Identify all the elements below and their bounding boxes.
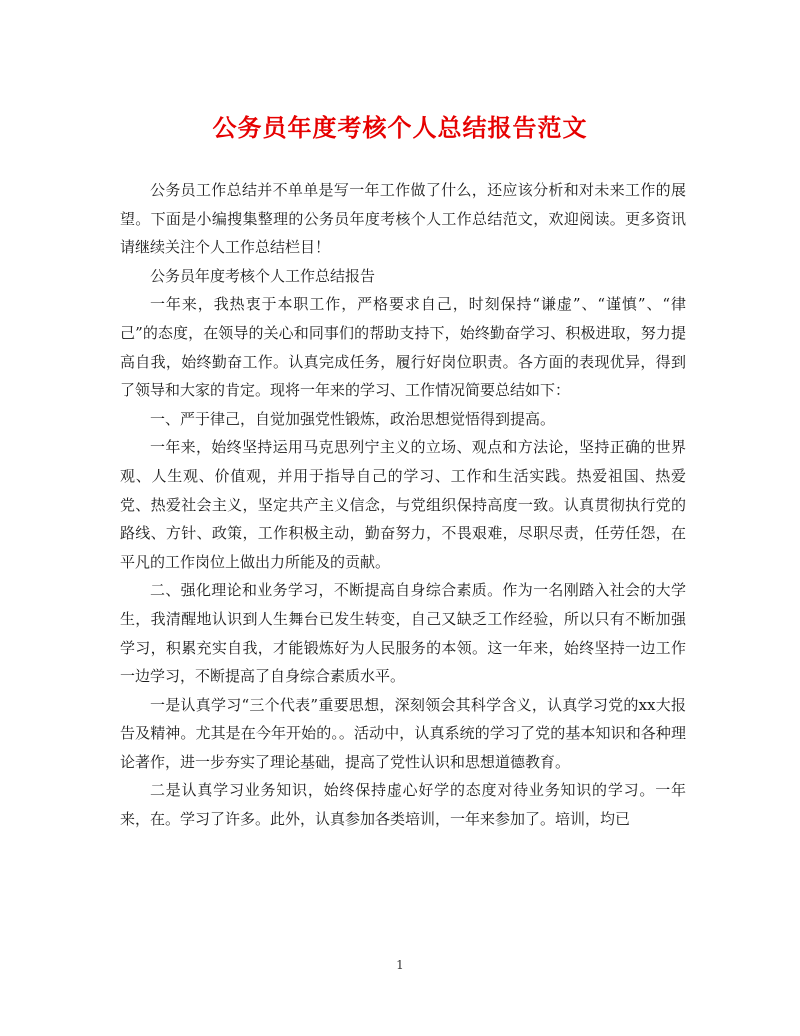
- page-number: 1: [396, 958, 404, 972]
- paragraph-subtitle: 公务员年度考核个人工作总结报告: [150, 266, 376, 285]
- paragraph-intro: 公务员工作总结并不单单是写一年工作做了什么，还应该分析和对未来工作的展望。下面是小编搜集整理的公务员年度考核个人工作总结范文，欢迎阅读。更多资讯请继续关注个人工作总结栏目！: [120, 181, 686, 257]
- paragraph-overview: 一年来，我热衷于本职工作，严格要求自己，时刻保持“谦虚”、“谨慎”、“律己”的态度，在领导的关心和同事们的帮助支持下，始终勤奋学习、积极进取，努力提高自我，始终勤奋工作。认真完成任务，履行好岗位职责。各方面的表现优异，得到了领导和大家的肯定。现将一年来的学习、工作情况简要总结如下：: [120, 295, 686, 400]
- paragraph-section-1: 一年来，始终坚持运用马克思列宁主义的立场、观点和方法论，坚持正确的世界观、人生观、价值观，并用于指导自己的学习、工作和生活实践。热爱祖国、热爱党、热爱社会主义，坚定共产主义信念，与党组织保持高度一致。认真贯彻执行党的路线、方针、政策，工作积极主动，勤奋努力，不畏艰难，尽职尽责，任劳任怨，在平凡的工作岗位上做出力所能及的贡献。: [120, 438, 686, 571]
- paragraph-point-2: 二是认真学习业务知识，始终保持虚心好学的态度对待业务知识的学习。一年来，在。学习了许多。此外，认真参加各类培训，一年来参加了。培训，均已: [120, 781, 686, 829]
- document-body: [120, 176, 686, 834]
- section-heading-1: 一、严于律己，自觉加强党性锻炼，政治思想觉悟得到提高。: [150, 409, 556, 428]
- paragraph-point-1: 一是认真学习“三个代表”重要思想，深刻领会其科学含义，认真学习党的xx大报告及精神。尤其是在今年开始的。。活动中，认真系统的学习了党的基本知识和各种理论著作，进一步夯实了理论基础，提高了党性认识和思想道德教育。: [120, 695, 686, 771]
- section-heading-2: 二、强化理论和业务学习，不断提高自身综合素质。作为一名刚踏入社会的大学生，我清醒地认识到人生舞台已发生转变，自己又缺乏工作经验，所以只有不断加强学习，积累充实自我，才能锻炼好为人民服务的本领。这一年来，始终坚持一边工作一边学习，不断提高了自身综合素质水平。: [120, 581, 686, 686]
- document-title: 公务员年度考核个人总结报告范文: [212, 113, 588, 142]
